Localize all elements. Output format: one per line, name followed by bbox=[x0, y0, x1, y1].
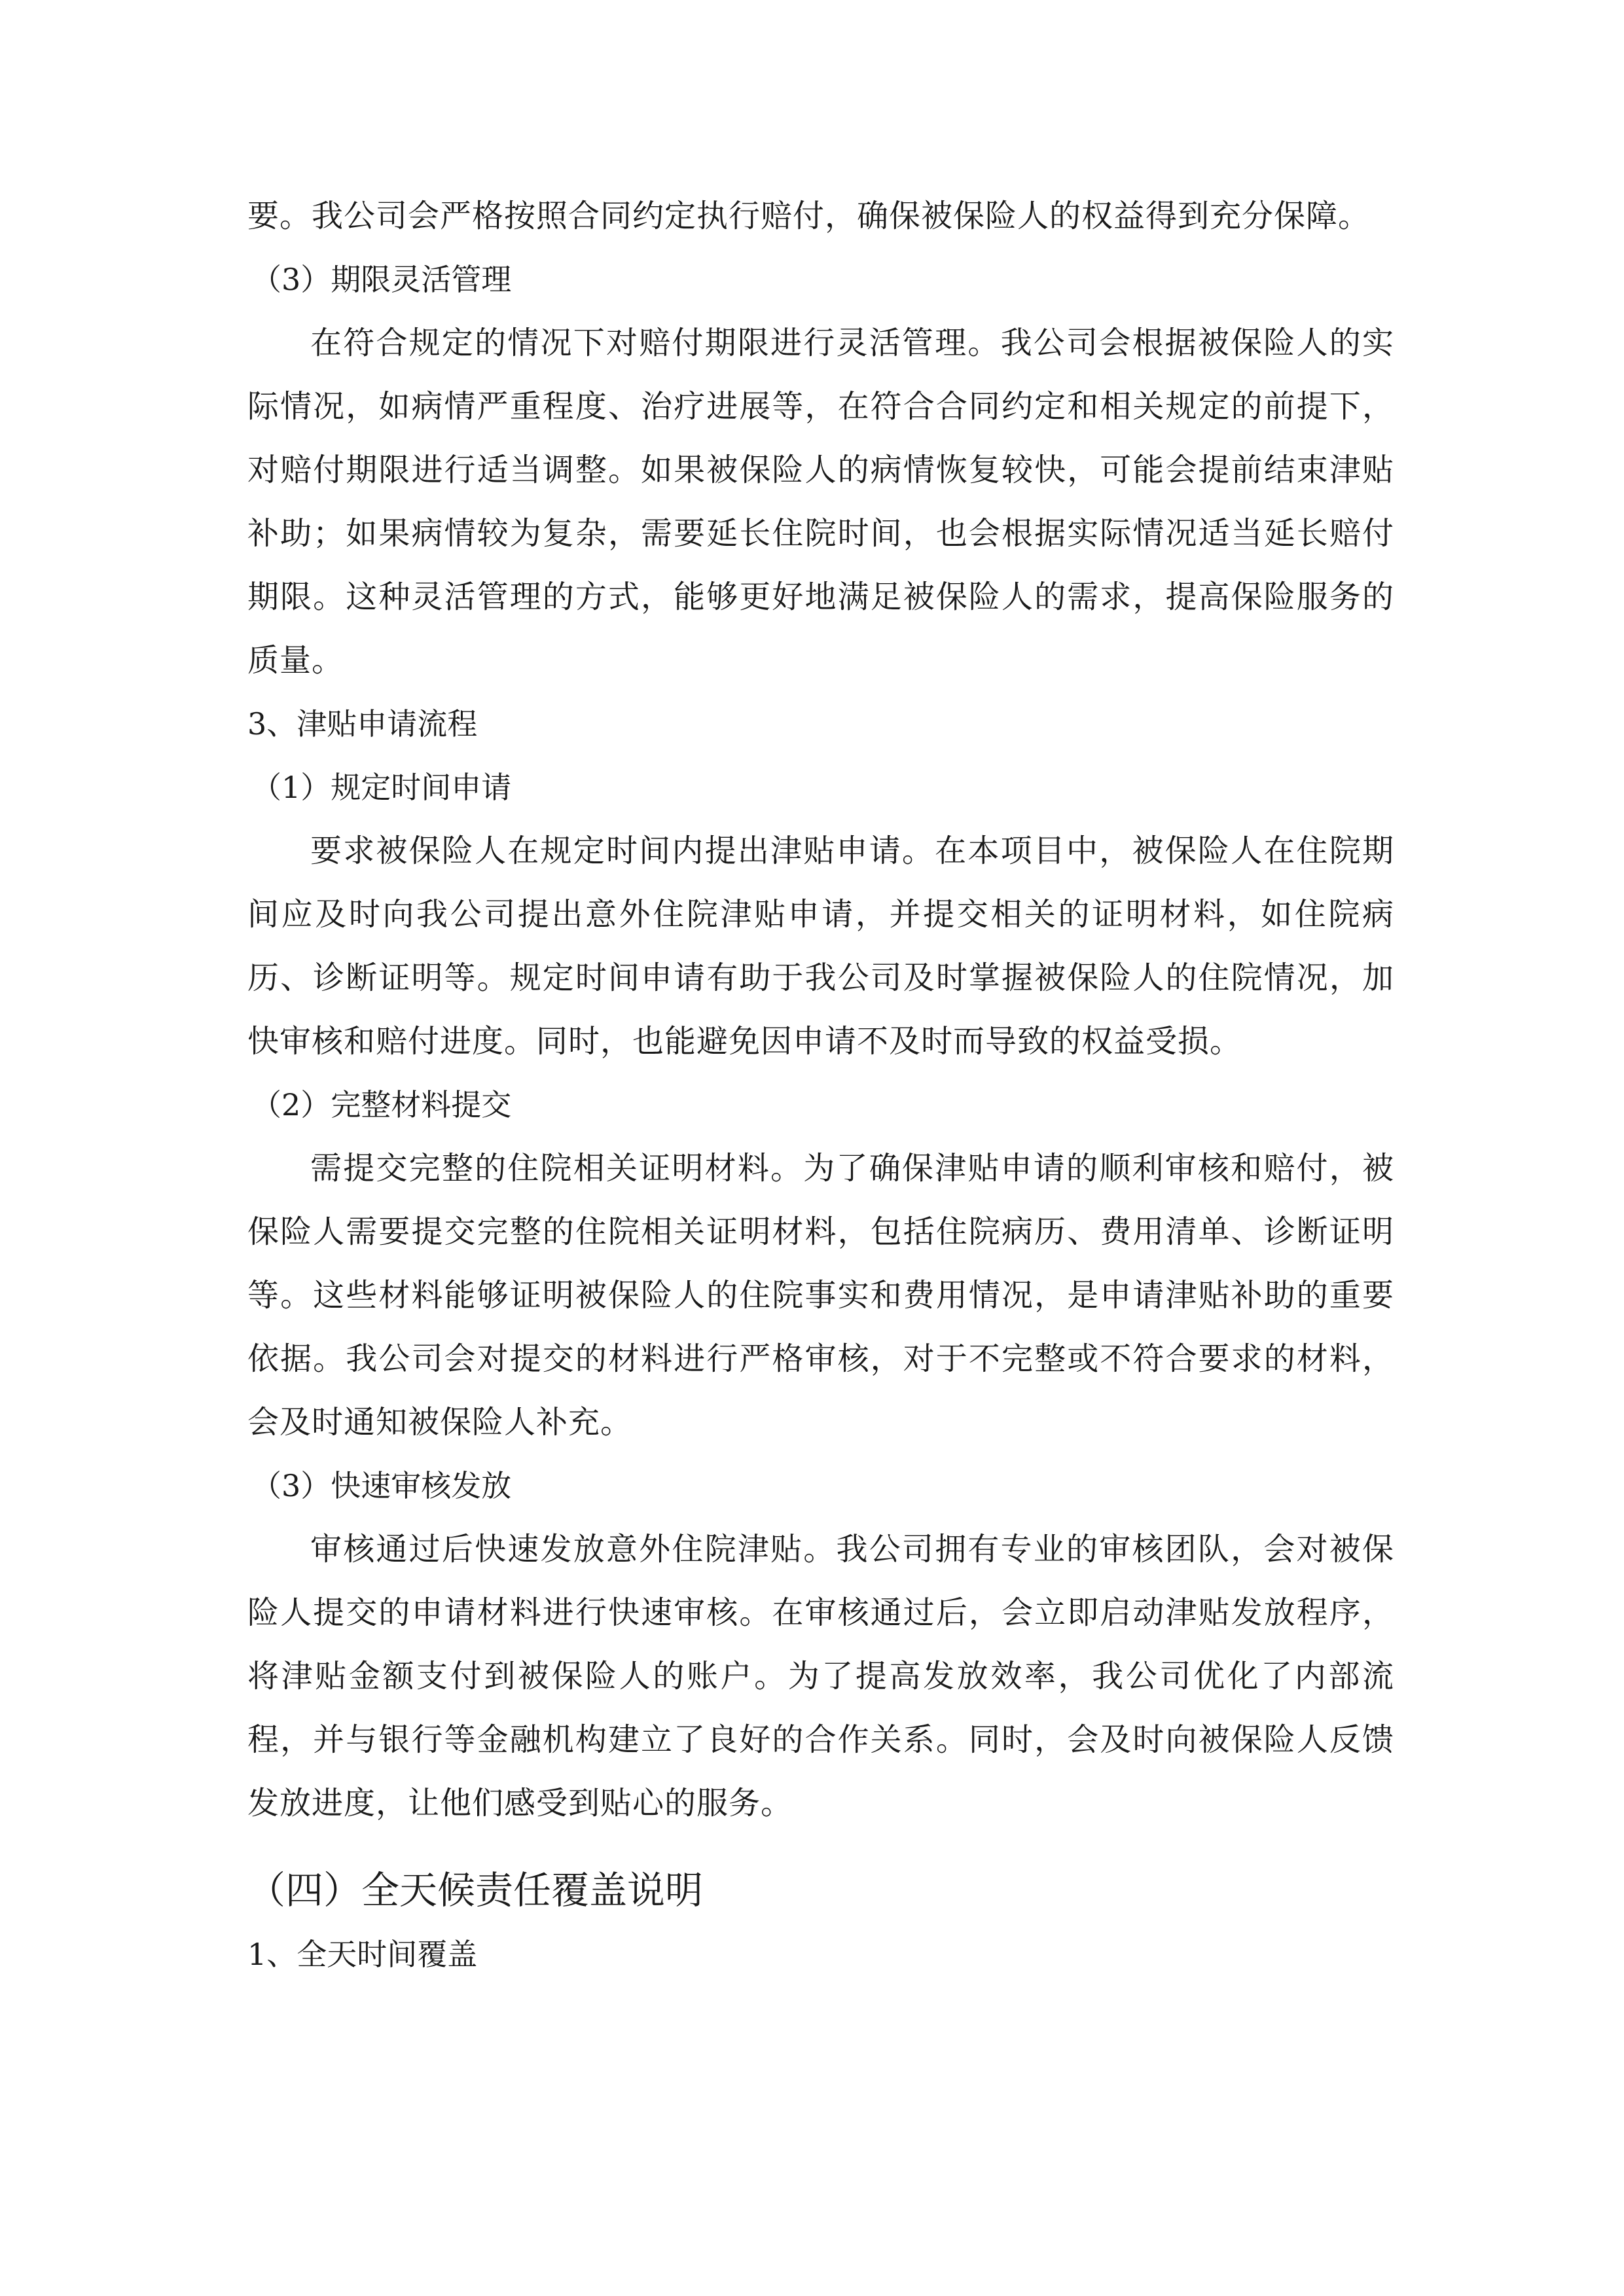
section-heading-all-day-coverage: （四）全天候责任覆盖说明 bbox=[247, 1868, 704, 1912]
paragraph-term-management: 在符合规定的情况下对赔付期限进行灵活管理。我公司会根据被保险人的实际情况，如病情严重程度、治疗进展等，在符合合同约定和相关规定的前提下，对赔付期限进行适当调整。如果被保险人的病情恢复较快，可能会提前结束津贴补助；如果病情较为复杂，需要延长住院时间，也会根据实际情况适当延长赔付期限。这种灵活管理的方式，能够更好地满足被保险人的需求，提高保险服务的质量。 bbox=[247, 325, 1394, 679]
paragraph-time-application: 要求被保险人在规定时间内提出津贴申请。在本项目中，被保险人在住院期间应及时向我公司提出意外住院津贴申请，并提交相关的证明材料，如住院病历、诊断证明等。规定时间申请有助于我公司及时掌握被保险人的住院情况，加快审核和赔付进度。同时，也能避免因申请不及时而导致的权益受损。 bbox=[247, 833, 1394, 1060]
heading-complete-materials: （2）完整材料提交 bbox=[251, 1087, 512, 1122]
paragraph-fast-review: 审核通过后快速发放意外住院津贴。我公司拥有专业的审核团队，会对被保险人提交的申请材料进行快速审核。在审核通过后，会立即启动津贴发放程序，将津贴金额支付到被保险人的账户。为了提高发放效率，我公司优化了内部流程，并与银行等金融机构建立了良好的合作关系。同时，会及时向被保险人反馈发放进度，让他们感受到贴心的服务。 bbox=[247, 1531, 1394, 1821]
heading-application-process: 3、津贴申请流程 bbox=[247, 706, 478, 742]
document-body bbox=[247, 185, 1394, 1986]
heading-all-day-time: 1、全天时间覆盖 bbox=[247, 1937, 478, 1972]
heading-term-management: （3）期限灵活管理 bbox=[251, 262, 512, 297]
heading-time-application: （1）规定时间申请 bbox=[251, 770, 512, 805]
paragraph-complete-materials: 需提交完整的住院相关证明材料。为了确保津贴申请的顺利审核和赔付，被保险人需要提交完整的住院相关证明材料，包括住院病历、费用清单、诊断证明等。这些材料能够证明被保险人的住院事实和费用情况，是申请津贴补助的重要依据。我公司会对提交的材料进行严格审核，对于不完整或不符合要求的材料，会及时通知被保险人补充。 bbox=[247, 1150, 1394, 1441]
paragraph-guarantee: 要。我公司会严格按照合同约定执行赔付，确保被保险人的权益得到充分保障。 bbox=[247, 198, 1371, 234]
heading-fast-review: （3）快速审核发放 bbox=[251, 1468, 512, 1503]
